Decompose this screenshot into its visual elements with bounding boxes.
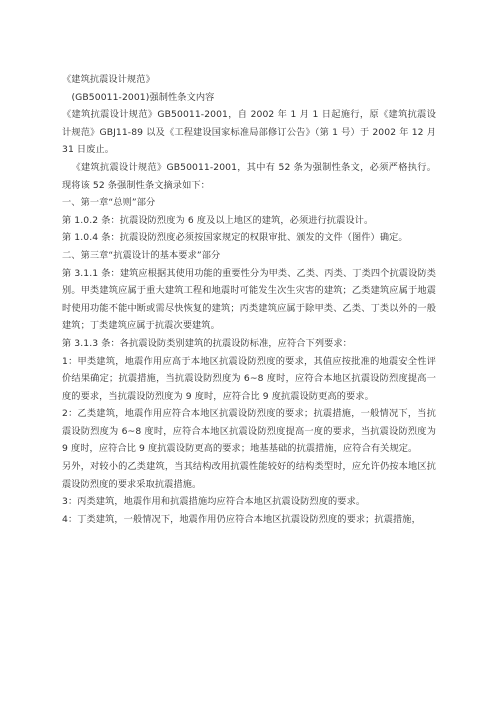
clause-3-1-3-item-2: 2：乙类建筑，地震作用应符合本地区抗震设防烈度的要求；抗震措施，一般情况下，当抗震设防烈度为 6~8 度时，应符合本地区抗震设防烈度提高一度的要求，当抗震设防烈度为 9 度时，应符合比 9 度抗震设防更高的要求；地基基础的抗震措施，应符合有关规定。 (62, 408, 436, 455)
clause-3-1-3-item-3: 3：丙类建筑，地震作用和抗震措施均应符合本地区抗震设防烈度的要求。 (62, 496, 366, 508)
section-heading-chapter-3: 二、第三章“抗震设计的基本要求”部分 (62, 249, 221, 261)
doc-subtitle: (GB50011-2001)强制性条文内容 (71, 91, 215, 103)
clause-1-0-2: 第 1.0.2 条：抗震设防烈度为 6 度及以上地区的建筑，必须进行抗震设计。 (62, 214, 374, 226)
document-body (62, 71, 436, 528)
clause-3-1-3: 第 3.1.3 条：各抗震设防类别建筑的抗震设防标准，应符合下列要求： (62, 337, 352, 349)
doc-title: 《建筑抗震设计规范》 (62, 74, 155, 85)
clause-3-1-3-item-1: 1：甲类建筑，地震作用应高于本地区抗震设防烈度的要求，其值应按批准的地震安全性评价结果确定；抗震措施，当抗震设防烈度为 6~8 度时，应符合本地区抗震设防烈度提高一度的要求，当抗震设防烈度为 9 度时，应符合比 9 度抗震设防更高的要求。 (62, 355, 436, 402)
section-heading-chapter-1: 一、第一章“总则”部分 (62, 197, 156, 209)
clause-3-1-1: 第 3.1.1 条：建筑应根据其使用功能的重要性分为甲类、乙类、丙类、丁类四个抗震设防类别。甲类建筑应属于重大建筑工程和地震时可能发生次生灾害的建筑；乙类建筑应属于地震时使用功能不能中断或需尽快恢复的建筑；丙类建筑应属于除甲类、乙类、丁类以外的一般建筑；丁类建筑应属于抗震次要建筑。 (62, 267, 436, 332)
paragraph-mandatory-intro: 《建筑抗震设计规范》GB50011-2001，其中有 52 条为强制性条文，必须严格执行。现将该 52 条强制性条文摘录如下： (62, 161, 436, 191)
clause-1-0-4: 第 1.0.4 条：抗震设防烈度必须按国家规定的权限审批、颁发的文件（图件）确定。 (62, 232, 408, 244)
clause-3-1-3-item-4: 4：丁类建筑，一般情况下，地震作用仍应符合本地区抗震设防烈度的要求；抗震措施， (62, 513, 421, 525)
clause-3-1-3-note: 另外，对较小的乙类建筑，当其结构改用抗震性能较好的结构类型时，应允许仍按本地区抗震设防烈度的要求采取抗震措施。 (62, 461, 436, 490)
paragraph-effective-date: 《建筑抗震设计规范》GB50011-2001，自 2002 年 1 月 1 日起施行，原《建筑抗震设计规范》GBJ11-89 以及《工程建设国家标准局部修订公告》（第 1 号）于 2002 年 12 月 31 日废止。 (62, 109, 436, 156)
